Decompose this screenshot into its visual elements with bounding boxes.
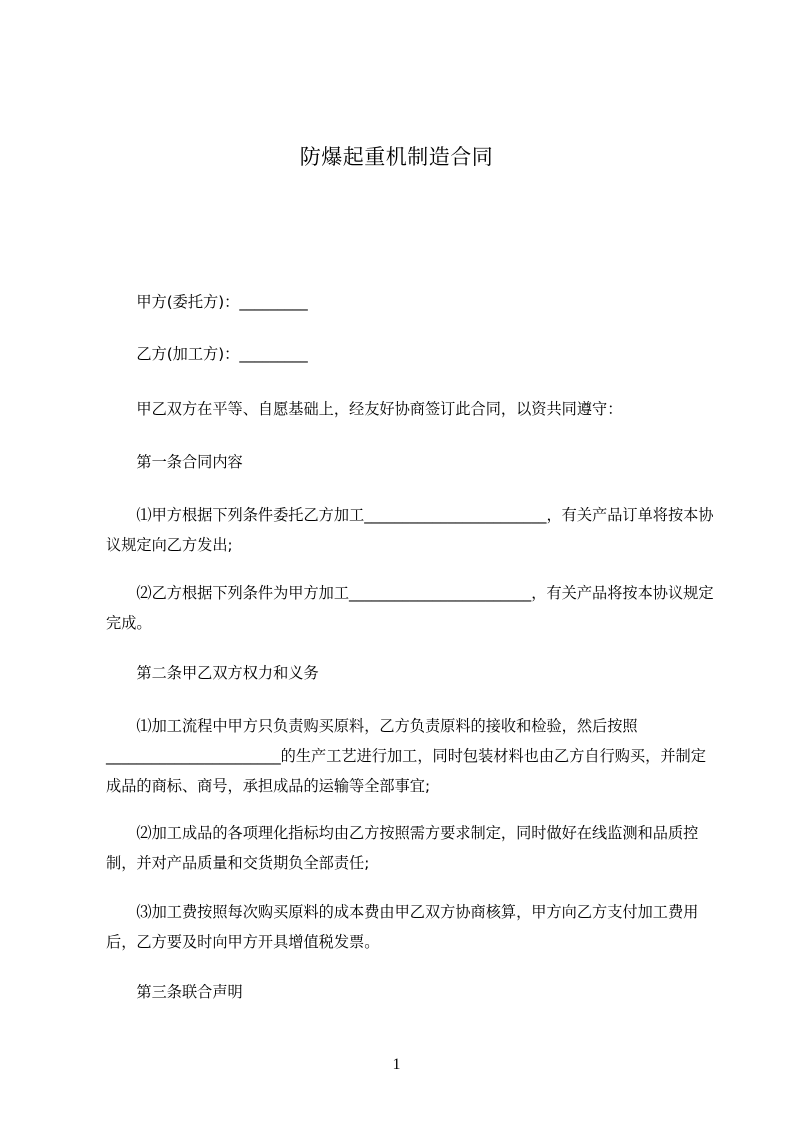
party-b-line: 乙方(加工方)：_________ <box>106 345 308 363</box>
page-title: 防爆起重机制造合同 <box>299 145 494 169</box>
article-2-item-3: ⑶加工费按照每次购买原料的成本费由甲乙双方协商核算，甲方向乙方支付加工费用后，乙方要及时向甲方开具增值税发票。 <box>106 903 699 951</box>
article-2-item-2: ⑵加工成品的各项理化指标均由乙方按照需方要求制定，同时做好在线监测和品质控制，并对产品质量和交货期负全部责任; <box>106 824 699 872</box>
article-3-heading: 第三条联合声明 <box>106 983 243 1001</box>
article-1-heading: 第一条合同内容 <box>106 453 243 471</box>
article-1-item-2: ⑵乙方根据下列条件为甲方加工________________________，有关产品将按本协议规定完成。 <box>106 584 714 632</box>
article-1-item-1: ⑴甲方根据下列条件委托乙方加工________________________，有关产品订单将按本协议规定向乙方发出; <box>106 506 714 554</box>
party-a-line: 甲方(委托方)：_________ <box>106 293 308 311</box>
article-2-heading: 第二条甲乙双方权力和义务 <box>106 664 319 682</box>
intro-paragraph: 甲乙双方在平等、自愿基础上，经友好协商签订此合同，以资共同遵守： <box>106 400 623 418</box>
page-number: 1 <box>392 1056 401 1073</box>
article-2-item-1: ⑴加工流程中甲方只负责购买原料，乙方负责原料的接收和检验，然后按照_______________________的生产工艺进行加工，同时包装材料也由乙方自行购买，并制定成品的商标、商号，承担成品的运输等全部事宜; <box>106 717 706 795</box>
